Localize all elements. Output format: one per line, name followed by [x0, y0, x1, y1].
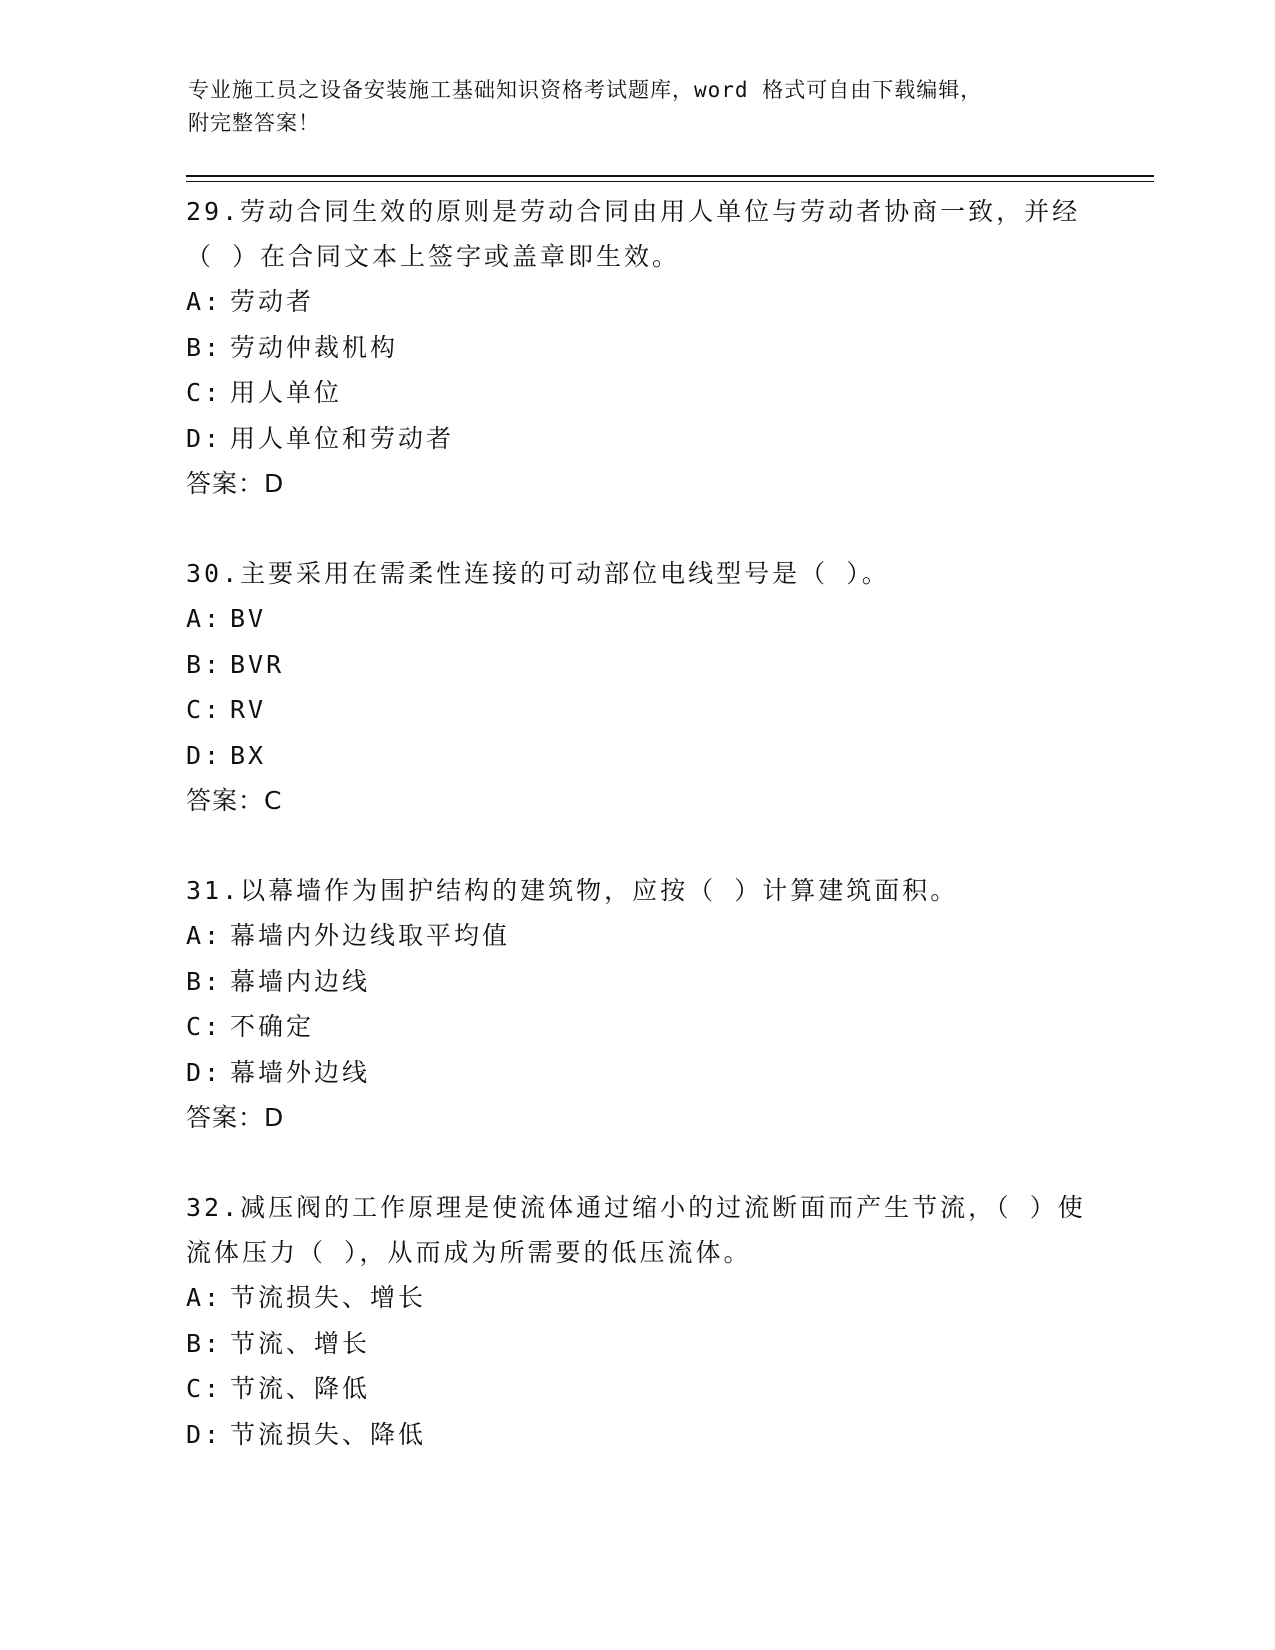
option-text: 劳动仲裁机构 — [230, 332, 399, 362]
question-text — [186, 189, 1086, 279]
option-text: 节流、增长 — [230, 1328, 371, 1358]
option-d — [186, 1412, 1086, 1458]
question-body: 主要采用在需柔性连接的可动部位电线型号是（ ）。 — [240, 559, 890, 588]
answer-line: 答案：C — [186, 786, 283, 815]
option-letter: A: — [186, 1283, 223, 1312]
option-letter: D: — [186, 1057, 223, 1087]
option-letter: A: — [186, 287, 223, 316]
question-body: 以幕墙作为围护结构的建筑物，应按（ ）计算建筑面积。 — [240, 876, 959, 905]
question-number: 31. — [186, 876, 241, 905]
option-letter: B: — [186, 332, 223, 362]
option-a — [186, 596, 1086, 642]
option-a — [186, 279, 1086, 325]
option-text: 用人单位 — [230, 378, 343, 407]
document-header — [188, 74, 1068, 140]
option-letter: D: — [186, 423, 223, 453]
option-d — [186, 416, 1086, 462]
question-body: 劳动合同生效的原则是劳动合同由用人单位与劳动者协商一致，并经（ ）在合同文本上签字或盖章即生效。 — [186, 197, 1081, 271]
option-letter: C: — [186, 1374, 223, 1403]
answer-line: 答案：D — [186, 1103, 285, 1132]
option-b — [186, 1321, 1086, 1367]
header-rule-thin — [186, 181, 1154, 182]
question-number: 32. — [186, 1193, 241, 1222]
option-letter: B: — [186, 1328, 223, 1358]
option-letter: A: — [186, 604, 223, 633]
question-32 — [186, 1185, 1086, 1457]
option-letter: C: — [186, 695, 223, 724]
header-line-1: 专业施工员之设备安装施工基础知识资格考试题库，word 格式可自由下载编辑， — [188, 78, 983, 102]
option-b — [186, 325, 1086, 371]
option-a — [186, 913, 1086, 959]
option-c — [186, 687, 1086, 733]
question-list — [186, 189, 1086, 1502]
answer-line: 答案：D — [186, 469, 285, 498]
option-b — [186, 959, 1086, 1005]
option-text: BVR — [230, 649, 285, 679]
question-number: 30. — [186, 559, 241, 588]
option-letter: D: — [186, 1419, 223, 1449]
option-a — [186, 1275, 1086, 1321]
option-letter: A: — [186, 921, 223, 950]
question-text — [186, 868, 1086, 913]
question-body: 减压阀的工作原理是使流体通过缩小的过流断面而产生节流，（ ）使流体压力（ ），从而成为所需要的低压流体。 — [186, 1193, 1086, 1267]
option-text: 不确定 — [230, 1012, 315, 1041]
option-text: 节流损失、降低 — [230, 1419, 427, 1449]
question-31 — [186, 868, 1086, 1140]
option-text: 劳动者 — [230, 287, 315, 316]
option-c — [186, 370, 1086, 416]
question-text — [186, 551, 1086, 596]
option-b — [186, 642, 1086, 688]
option-text: RV — [230, 695, 267, 724]
question-29 — [186, 189, 1086, 506]
option-text: 节流、降低 — [230, 1374, 371, 1403]
option-letter: B: — [186, 966, 223, 996]
option-c — [186, 1366, 1086, 1412]
option-letter: B: — [186, 649, 223, 679]
option-letter: C: — [186, 378, 223, 407]
option-text: BV — [230, 604, 267, 633]
option-d — [186, 733, 1086, 779]
question-30 — [186, 551, 1086, 823]
header-line-2: 附完整答案！ — [188, 111, 320, 135]
question-number: 29. — [186, 197, 241, 226]
option-text: BX — [230, 740, 267, 770]
option-letter: C: — [186, 1012, 223, 1041]
option-text: 幕墙内外边线取平均值 — [230, 921, 511, 950]
option-text: 节流损失、增长 — [230, 1283, 427, 1312]
option-text: 幕墙内边线 — [230, 966, 371, 996]
option-d — [186, 1050, 1086, 1096]
question-text — [186, 1185, 1086, 1275]
header-rule-thick — [186, 175, 1154, 177]
option-c — [186, 1004, 1086, 1050]
option-text: 幕墙外边线 — [230, 1057, 371, 1087]
option-text: 用人单位和劳动者 — [230, 423, 455, 453]
option-letter: D: — [186, 740, 223, 770]
